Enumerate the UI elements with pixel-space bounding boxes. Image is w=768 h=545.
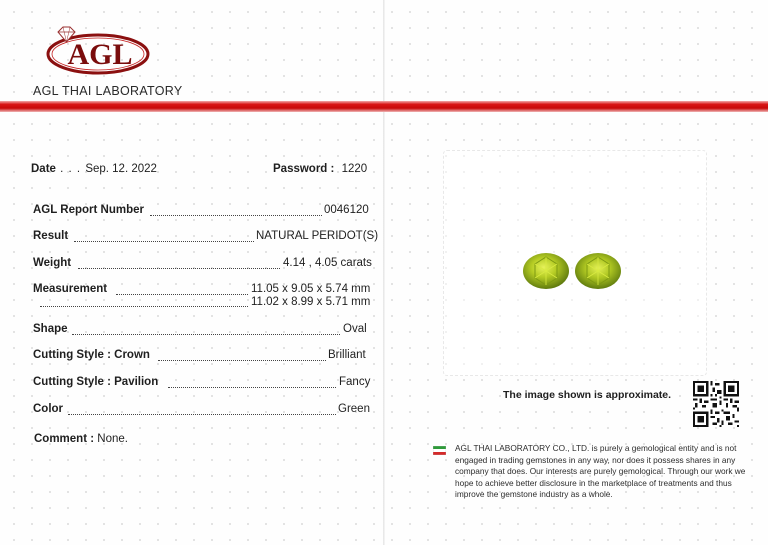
flag-icon (433, 446, 446, 455)
pavilion-dots (168, 387, 336, 388)
pavilion-label: Cutting Style : Pavilion (33, 376, 159, 388)
date-value: Sep. 12. 2022 (85, 163, 157, 175)
password-value: 1220 (341, 163, 368, 175)
shape-dots (72, 334, 340, 335)
date-dots: . . . (55, 163, 86, 175)
weight-label: Weight (33, 257, 72, 269)
result-label: Result (33, 230, 69, 242)
qr-code-icon[interactable] (693, 381, 739, 427)
date-label: Date (31, 163, 56, 175)
comment-value: None. (97, 433, 128, 445)
crown-value: Brilliant (328, 349, 366, 361)
crown-dots (158, 360, 326, 361)
red-band (0, 101, 768, 112)
color-label: Color (33, 403, 64, 415)
disclaimer-text: AGL THAI LABORATORY CO., LTD. is purely a gemological entity and is not engaged in trading gemstones in any way, nor does it possess shares in any company that does. Our interests are purely gemological. Through our work we hope to achieve better disclosure in the marketplace of treatments and thus improve the gemstone industry as a whole. (455, 443, 746, 500)
measurement-dots-2 (40, 306, 248, 307)
comment-row (34, 433, 128, 445)
comment-label: Comment : (34, 433, 95, 445)
measurement-value-1: 11.05 x 9.05 x 5.74 mm (251, 283, 371, 295)
gemstone-2 (573, 251, 623, 291)
center-fold (383, 0, 385, 545)
report-number-value: 0046120 (324, 204, 369, 216)
gemstone-1 (521, 251, 571, 291)
shape-value: Oval (343, 323, 367, 335)
measurement-dots (116, 294, 248, 295)
password-label: Password : (273, 163, 335, 175)
pavilion-value: Fancy (339, 376, 371, 388)
image-caption: The image shown is approximate. (503, 389, 672, 401)
color-value: Green (338, 403, 370, 415)
color-dots (68, 414, 336, 415)
shape-label: Shape (33, 323, 68, 335)
date-row (31, 163, 157, 175)
report-number-dots (150, 215, 322, 216)
weight-value: 4.14 , 4.05 carats (283, 257, 372, 269)
logo-text: AGL (67, 38, 133, 71)
report-number-label: AGL Report Number (33, 204, 144, 216)
logo-subtitle: AGL THAI LABORATORY (33, 84, 183, 98)
result-value: NATURAL PERIDOT(S) (256, 230, 379, 242)
crown-label: Cutting Style : Crown (33, 349, 150, 361)
result-dots (74, 241, 254, 242)
password-row (273, 163, 367, 175)
measurement-label: Measurement (33, 283, 108, 295)
weight-dots (78, 268, 280, 269)
agl-logo (44, 22, 154, 78)
measurement-value-2: 11.02 x 8.99 x 5.71 mm (251, 296, 371, 308)
